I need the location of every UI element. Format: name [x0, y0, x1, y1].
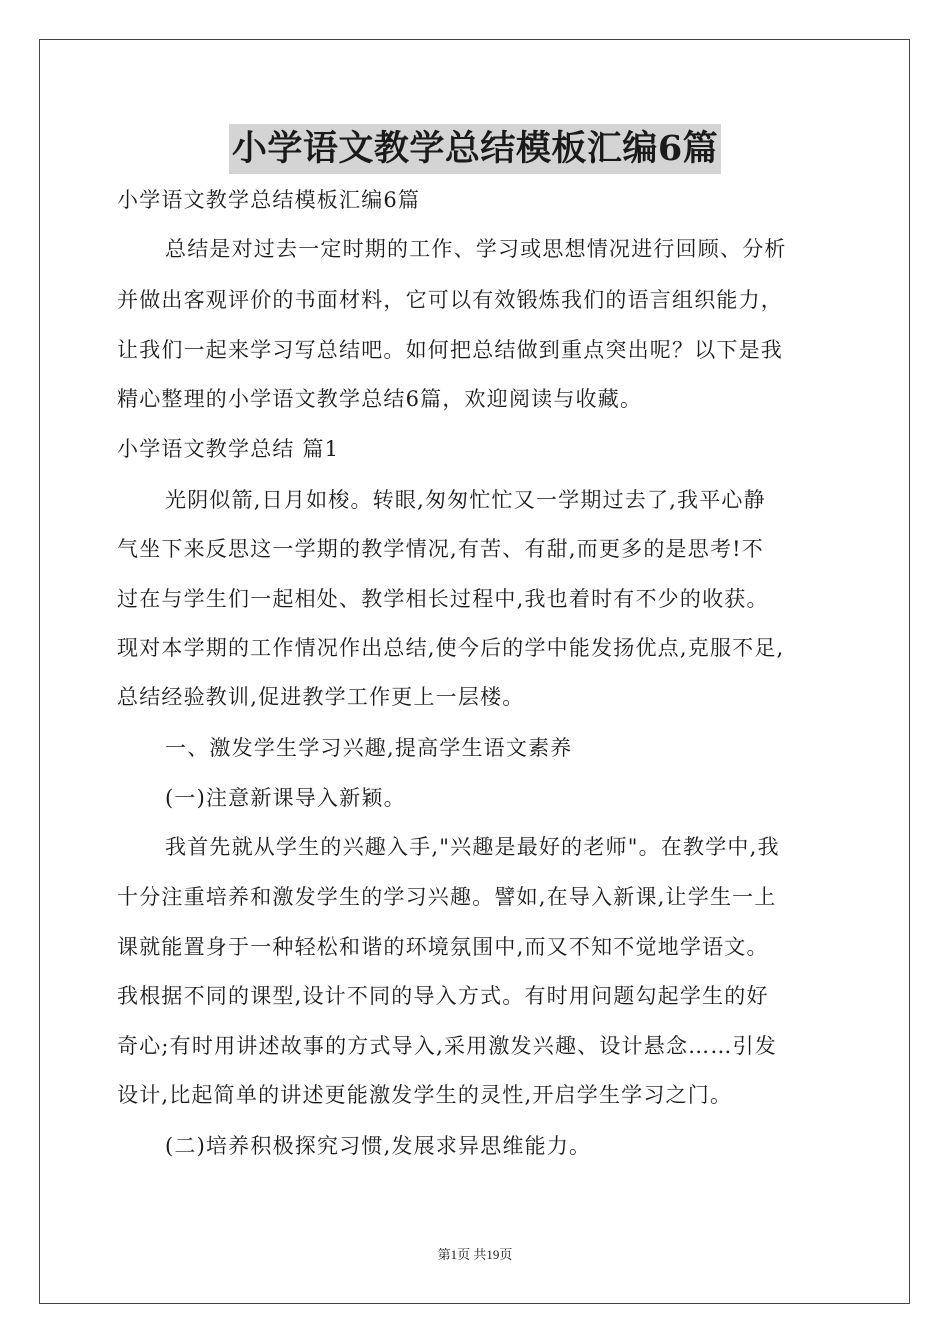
intro-line: 让我们一起来学习写总结吧。如何把总结做到重点突出呢？以下是我 [117, 338, 783, 362]
paragraph-line: 奇心;有时用讲述故事的方式导入,采用激发兴趣、设计悬念……引发 [117, 1034, 777, 1058]
title-block [0, 124, 950, 174]
intro-line: 总结是对过去一定时期的工作、学习或思想情况进行回顾、分析 [165, 237, 787, 261]
paragraph-line: 总结经验教训,促进教学工作更上一层楼。 [117, 685, 525, 709]
paragraph-line: 过在与学生们一起相处、教学相长过程中,我也着时有不少的收获。 [117, 587, 769, 611]
subheading: 一、激发学生学习兴趣,提高学生语文素养 [165, 736, 573, 760]
page-border [39, 39, 910, 1304]
subheading: (一)注意新课导入新颖。 [165, 786, 406, 810]
intro-line: 精心整理的小学语文教学总结6篇，欢迎阅读与收藏。 [117, 387, 643, 411]
paragraph-line: 气坐下来反思这一学期的教学情况,有苦、有甜,而更多的是思考!不 [117, 537, 764, 561]
intro-line: 并做出客观评价的书面材料，它可以有效锻炼我们的语言组织能力， [117, 288, 783, 312]
paragraph-line: 现对本学期的工作情况作出总结,使今后的学中能发扬优点,克服不足, [117, 636, 785, 660]
section-heading: 小学语文教学总结 篇1 [117, 437, 340, 461]
paragraph-line: 光阴似箭,日月如梭。转眼,匆匆忙忙又一学期过去了,我平心静 [165, 488, 766, 512]
document-title: 小学语文教学总结模板汇编6篇 [229, 124, 721, 174]
paragraph-line: 设计,比起简单的讲述更能激发学生的灵性,开启学生学习之门。 [117, 1083, 733, 1107]
paragraph-line: 十分注重培养和激发学生的学习兴趣。譬如,在导入新课,让学生一上 [117, 885, 777, 909]
paragraph-line: 我根据不同的课型,设计不同的导入方式。有时用问题勾起学生的好 [117, 984, 769, 1008]
subheading: (二)培养积极探究习惯,发展求异思维能力。 [165, 1134, 592, 1158]
paragraph-line: 课就能置身于一种轻松和谐的环境氛围中,而又不知不觉地学语文。 [117, 935, 769, 959]
subtitle-line: 小学语文教学总结模板汇编6篇 [117, 188, 421, 212]
page-footer: 第1页 共19页 [437, 1247, 513, 1262]
paragraph-line: 我首先就从学生的兴趣入手,"兴趣是最好的老师"。在教学中,我 [165, 835, 780, 859]
